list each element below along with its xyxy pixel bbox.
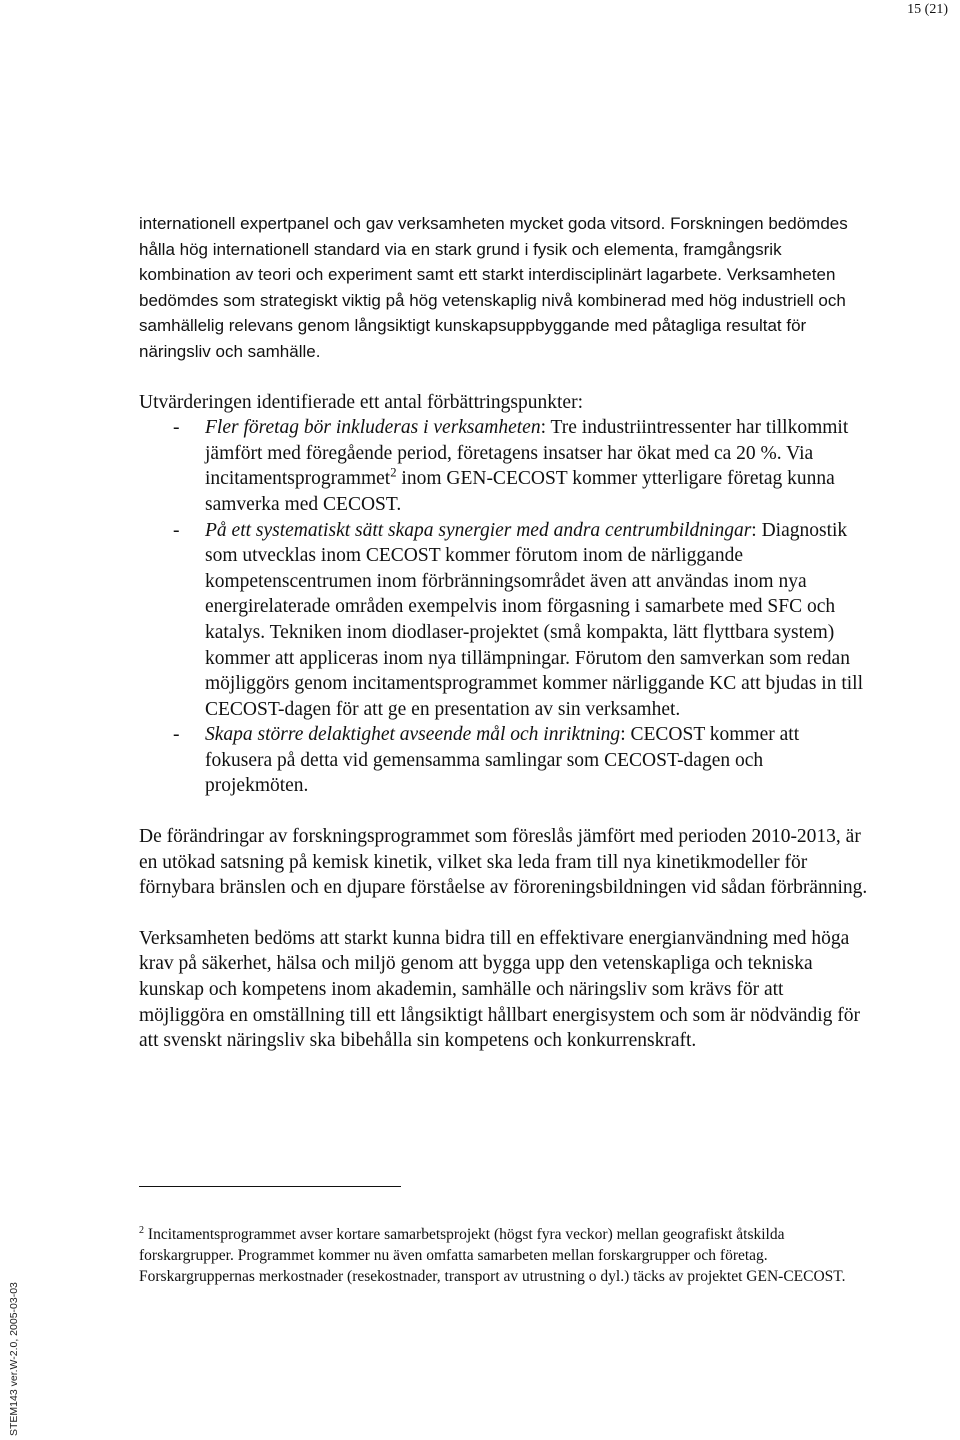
improvement-list (139, 415, 869, 799)
footnote-separator (139, 1186, 401, 1187)
item-text: : CECOST kommer att fokusera på detta vid gemensamma samlingar som CECOST-dagen och projekmöten. (205, 724, 800, 797)
document-body (139, 211, 869, 1054)
document-version-stamp: STEM143 ver.W-2.0, 2005-03-03 (8, 1282, 20, 1436)
item-text: : Diagnostik som utvecklas inom CECOST kommer förutom inom de närliggande kompetenscentrumen inom förbränningsområdet även att användas inom nya energirelaterade områden exempelvis inom förgasning i samarbete med SFC och katalys. Tekniken inom diodlaser-projektet (små kompakta, lätt flyttbara system) kommer att appliceras inom nya tillämpningar. Förutom den samverkan som redan möjliggörs genom incitamentsprogrammet kommer närliggande KC att bjudas in till CECOST-dagen för att ge en presentation av sin verksamhet. (205, 519, 864, 720)
item-text: : Tre industriintressenter har tillkommit jämfört med föregående period, företagens insatser har ökat med ca 20 %. Via incitamentsprogrammet (205, 417, 849, 490)
footnote-number: 2 (139, 1224, 145, 1236)
item-title: På ett systematiskt sätt skapa synergier med andra centrumbildningar (205, 519, 752, 541)
evaluation-section (139, 390, 869, 800)
page-number: 15 (21) (907, 2, 948, 17)
list-item (139, 518, 869, 723)
list-item (139, 415, 869, 517)
paragraph-contribution: Verksamheten bedöms att starkt kunna bidra till en effektivare energianvändning med höga krav på säkerhet, hälsa och miljö genom att bygga upp den vetenskapliga och tekniska kunskap och kompetens inom akademin, samhälle och näringsliv som krävs för att möjliggöra en omställning till ett långsiktigt hållbart energisystem och som är nödvändig för att svenskt näringsliv ska bibehålla sin kompetens och konkurrenskraft. (139, 927, 861, 1052)
footnote-text: Incitamentsprogrammet avser kortare samarbetsprojekt (högst fyra veckor) mellan geografiskt åtskilda forskargrupper. Programmet kommer nu även omfatta samarbeten mellan forskargrupper och företag. Forskargruppernas merkostnader (resekostnader, transport av utrustning o dyl.) täcks av projektet GEN-CECOST. (139, 1226, 846, 1285)
list-dash: - (173, 519, 180, 541)
paragraph-changes: De förändringar av forskningsprogrammet som föreslås jämfört med perioden 2010-2013, är en utökad satsning på kemisk kinetik, vilket ska leda fram till nya kinetikmodeller för förnybara bränslen och en djupare förståelse av föroreningsbildningen vid sådan förbränning. (139, 826, 868, 899)
evaluation-intro: Utvärderingen identifierade ett antal förbättringspunkter: (139, 391, 583, 413)
footnote (139, 1224, 864, 1287)
item-title: Skapa större delaktighet avseende mål och inriktning (205, 724, 621, 746)
list-dash: - (173, 724, 180, 746)
footnote-ref: 2 (390, 465, 397, 480)
item-title: Fler företag bör inkluderas i verksamheten (205, 417, 541, 439)
list-item (139, 722, 869, 799)
intro-paragraph: internationell expertpanel och gav verksamheten mycket goda vitsord. Forskningen bedömdes hålla hög internationell standard via en stark grund i fysik och elementa, framgångsrik kombination av teori och experiment samt ett starkt interdisciplinärt lagarbete. Verksamheten bedömdes som strategiskt viktig på hög vetenskaplig nivå kombinerad med hög industriell och samhällelig relevans genom långsiktigt kunskapsuppbyggande med påtagliga resultat för näringsliv och samhälle. (139, 214, 848, 361)
item-text-continued: inom GEN-CECOST kommer ytterligare företag kunna samverka med CECOST. (205, 468, 835, 515)
list-dash: - (173, 417, 180, 439)
